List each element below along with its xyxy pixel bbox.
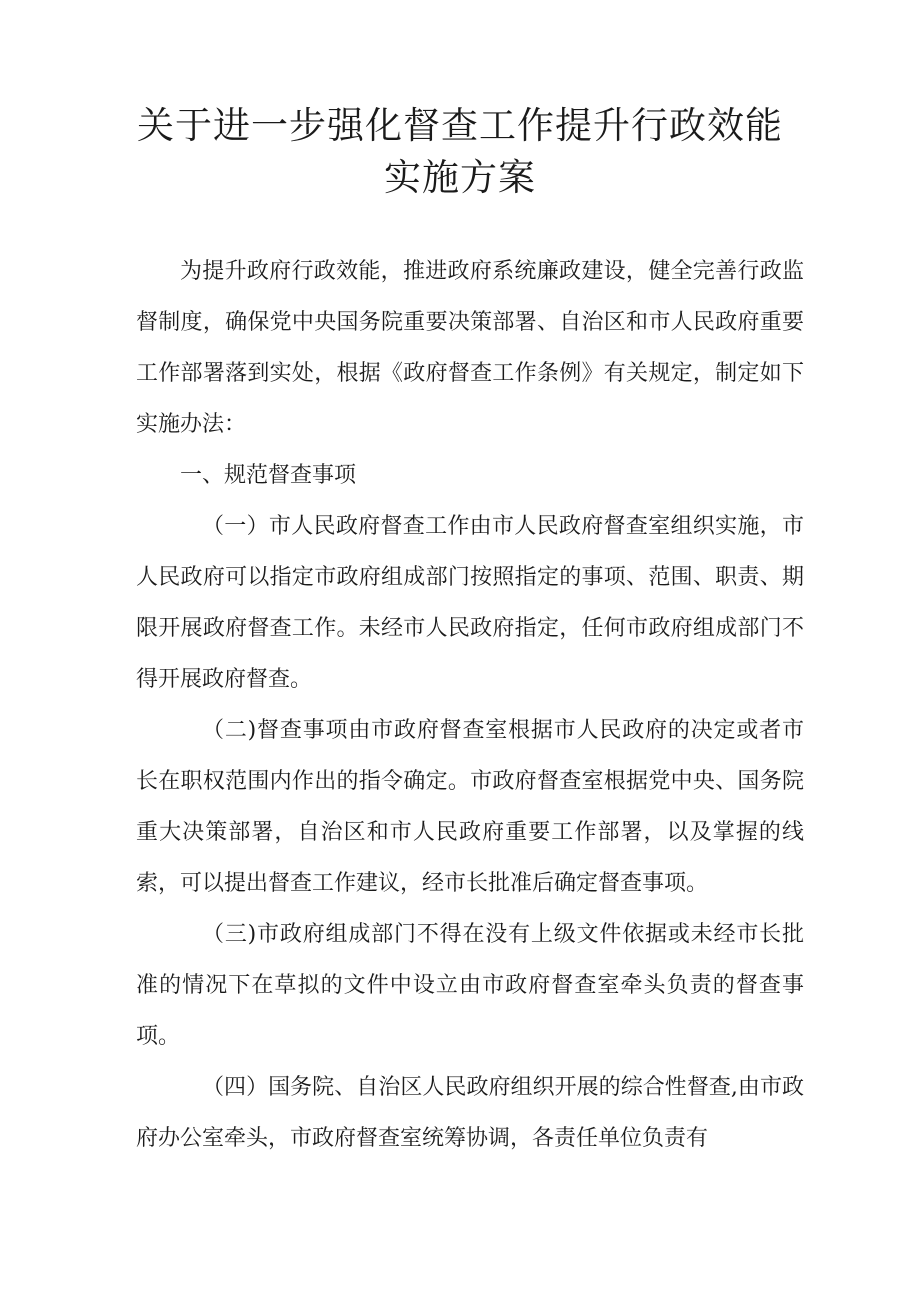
section-heading: 一、规范督查事项 (180, 463, 357, 488)
clause-paragraph: （一）市人民政府督查工作由市人民政府督查室组织实施，市人民政府可以指定市政府组成部门按照指定的事项、范围、职责、期限开展政府督查工作。未经市人民政府指定，任何市政府组成部门不得开展政府督查。 (136, 514, 804, 692)
document-title: 关于进一步强化督查工作提升行政效能实施方案 (137, 104, 783, 199)
clause-paragraph: （四）国务院、自治区人民政府组织开展的综合性督查,由市政府办公室牵头，市政府督查室统筹协调，各责任单位负责有 (136, 1075, 804, 1151)
clause-paragraph: （三)市政府组成部门不得在没有上级文件依据或未经市长批准的情况下在草拟的文件中设立由市政府督查室牵头负责的督查事项。 (136, 922, 804, 1049)
document-body (136, 246, 804, 1164)
clause-paragraph: （二)督查事项由市政府督查室根据市人民政府的决定或者市长在职权范围内作出的指令确定。市政府督查室根据党中央、国务院重大决策部署，自治区和市人民政府重要工作部署，以及掌握的线索，可以提出督查工作建议，经市长批准后确定督查事项。 (136, 718, 804, 896)
intro-paragraph: 为提升政府行政效能，推进政府系统廉政建设，健全完善行政监督制度，确保党中央国务院重要决策部署、自治区和市人民政府重要工作部署落到实处，根据《政府督查工作条例》有关规定，制定如下实施办法： (136, 259, 804, 437)
